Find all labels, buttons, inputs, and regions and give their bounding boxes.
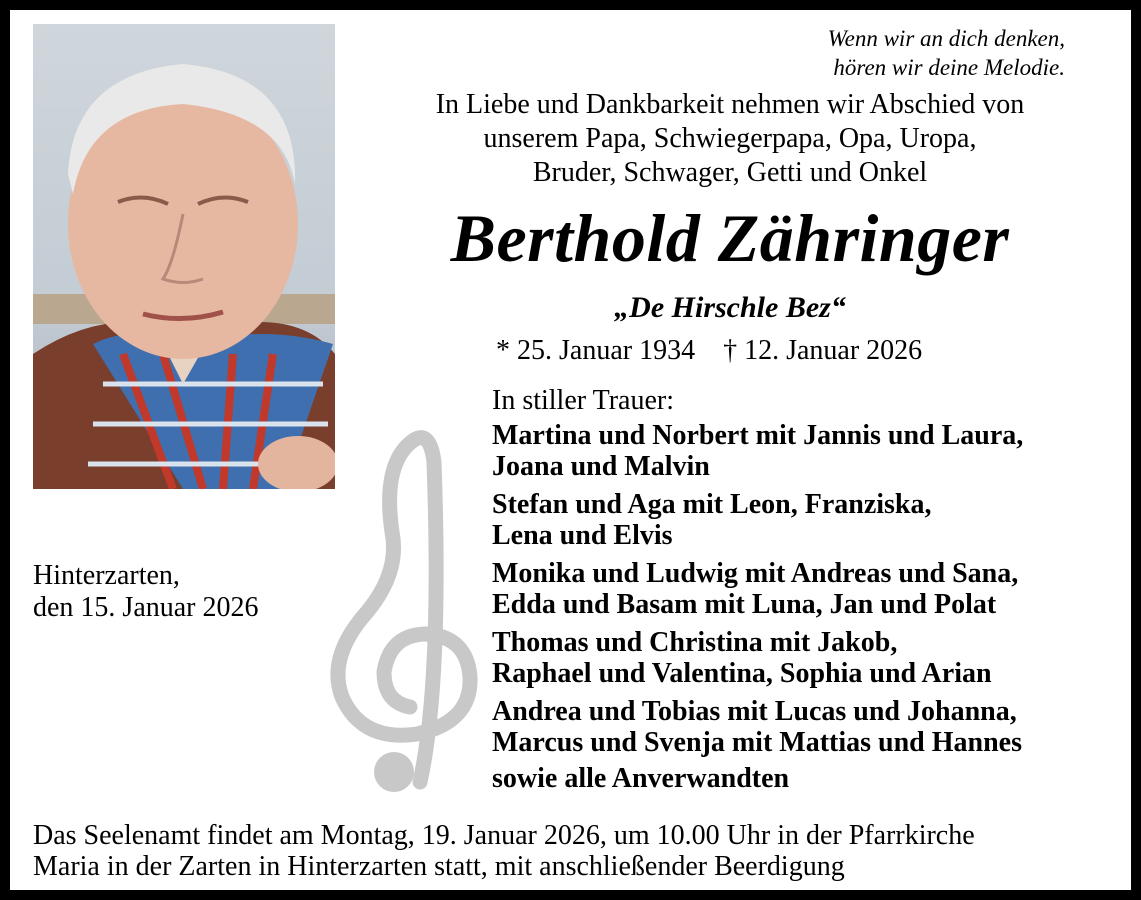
place-and-date <box>33 560 259 624</box>
mourner-group <box>492 627 1023 689</box>
mourner-group <box>492 558 1023 620</box>
motto-line: Wenn wir an dich denken, <box>827 26 1065 51</box>
mourner-line: Thomas und Christina mit Jakob, <box>492 627 898 658</box>
life-dates <box>496 334 922 368</box>
date-line: den 15. Januar 2026 <box>33 592 259 623</box>
mourner-group <box>492 489 1023 551</box>
portrait-photo <box>33 24 335 489</box>
birth-date: * 25. Januar 1934 <box>496 335 696 366</box>
mourners-closing: sowie alle Anverwandten <box>492 763 790 794</box>
mourner-line: Edda und Basam mit Luna, Jan und Polat <box>492 589 997 620</box>
mourner-line: Lena und Elvis <box>492 520 673 551</box>
intro-line: unserem Papa, Schwiegerpapa, Opa, Uropa, <box>483 123 977 154</box>
portrait-illustration <box>33 24 335 489</box>
deceased-name: Berthold Zähringer <box>450 200 1010 276</box>
intro-line: In Liebe und Dankbarkeit nehmen wir Abschied von <box>435 89 1025 120</box>
mourners-label: In stiller Trauer: <box>492 385 674 416</box>
motto-quote <box>828 24 1065 82</box>
place-line: Hinterzarten, <box>33 560 180 591</box>
mourner-line: Monika und Ludwig mit Andreas und Sana, <box>492 558 1019 589</box>
motto-line: hören wir deine Melodie. <box>833 55 1065 80</box>
service-line: Das Seelenamt findet am Montag, 19. Januar 2026, um 10.00 Uhr in der Pfarrkirche <box>33 820 975 851</box>
deceased-nickname: „De Hirschle Bez“ <box>614 291 846 324</box>
mourner-line: Stefan und Aga mit Leon, Franziska, <box>492 489 932 520</box>
mourner-line: Raphael und Valentina, Sophia und Arian <box>492 658 992 689</box>
service-line: Maria in der Zarten in Hinterzarten statt, mit anschließender Beerdigung <box>33 851 845 882</box>
obituary-card <box>10 10 1131 890</box>
mourner-line: Joana und Malvin <box>492 451 710 482</box>
mourner-line: Andrea und Tobias mit Lucas und Johanna, <box>492 696 1017 727</box>
death-date: † 12. Januar 2026 <box>723 335 923 366</box>
mourner-line: Martina und Norbert mit Jannis und Laura, <box>492 420 1024 451</box>
mourner-line: Marcus und Svenja mit Mattias und Hannes <box>492 727 1023 758</box>
mourner-group <box>492 420 1023 482</box>
mourner-group <box>492 696 1023 758</box>
mourners-list <box>492 384 1023 796</box>
intro-text <box>340 88 1120 190</box>
service-notice <box>33 820 975 882</box>
intro-line: Bruder, Schwager, Getti und Onkel <box>532 157 928 188</box>
treble-clef-icon <box>322 422 492 792</box>
